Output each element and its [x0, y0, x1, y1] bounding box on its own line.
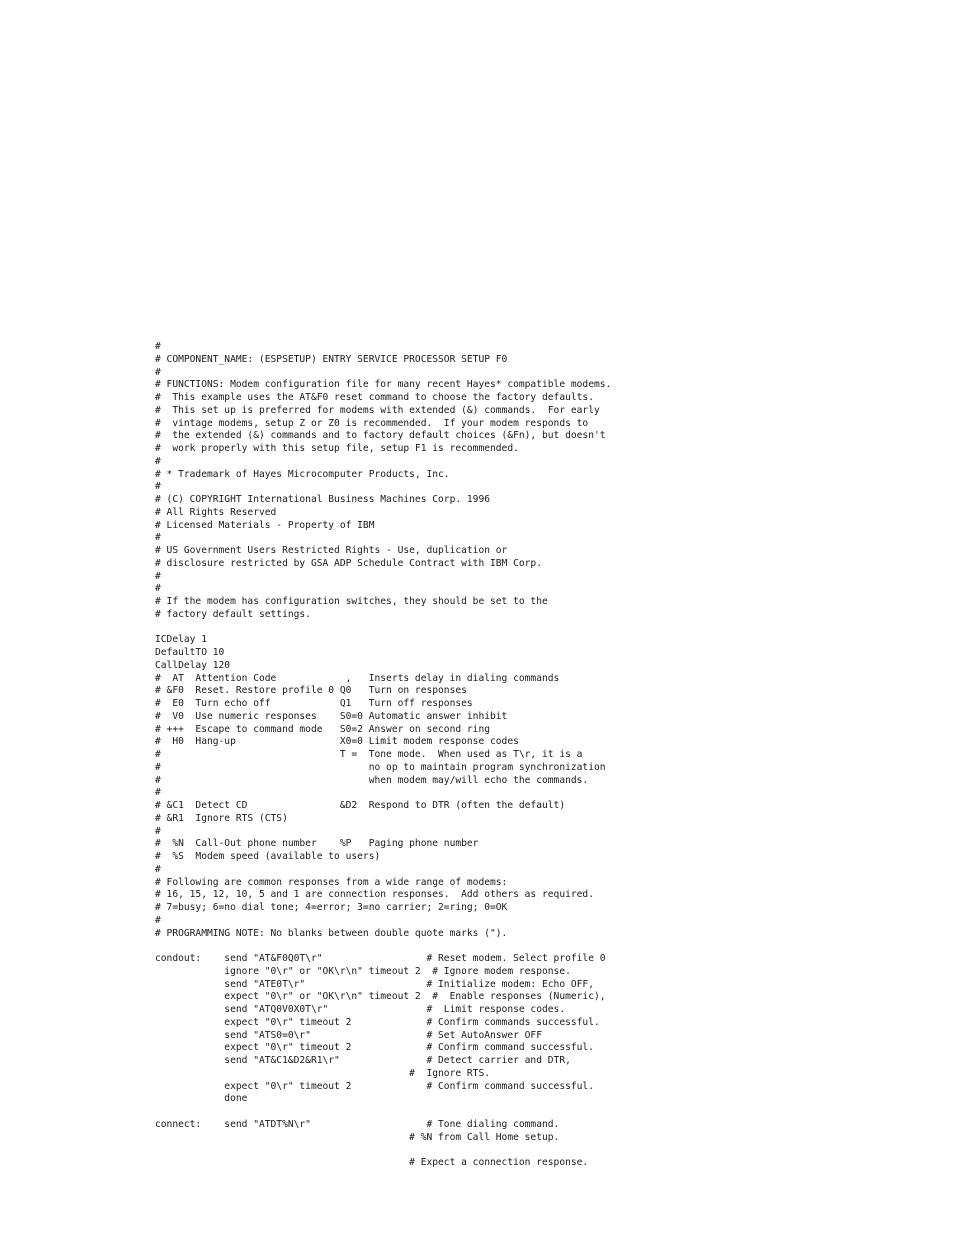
code-line: # %S Modem speed (available to users): [155, 851, 381, 862]
code-line: # 16, 15, 12, 10, 5 and 1 are connection responses. Add others as required.: [155, 889, 594, 901]
code-line: # %N Call-Out phone number %P Paging phone number: [155, 838, 479, 850]
code-line: send "ATE0T\r" # Initialize modem: Echo OFF,: [155, 978, 594, 990]
code-line: # * Trademark of Hayes Microcomputer Products, Inc.: [155, 468, 450, 480]
code-line: # COMPONENT_NAME: (ESPSETUP) ENTRY SERVICE PROCESSOR SETUP F0: [155, 353, 508, 365]
code-line: # AT Attention Code , Inserts delay in dialing commands: [155, 672, 560, 684]
code-line: # vintage modems, setup Z or Z0 is recommended. If your modem responds to: [155, 417, 589, 429]
code-line: [155, 1106, 611, 1119]
code-line: #: [155, 787, 161, 799]
code-line: # factory default settings.: [155, 608, 311, 620]
code-line: expect "0\r" timeout 2 # Confirm command successful.: [155, 1042, 594, 1054]
code-line: done: [155, 1093, 248, 1105]
code-line: send "AT&C1&D2&R1\r" # Detect carrier and DTR,: [155, 1055, 571, 1066]
code-line: # H0 Hang-up X0=0 Limit modem response codes: [155, 736, 519, 748]
code-line: # If the modem has configuration switches, they should be set to the: [155, 596, 548, 607]
code-line: connect: send "ATDT%N\r" # Tone dialing command.: [155, 1118, 560, 1130]
code-line: # when modem may/will echo the commands.: [155, 774, 589, 786]
code-line: ignore "0\r" or "OK\r\n" timeout 2 # Ignore modem response.: [155, 965, 571, 977]
code-line: # &F0 Reset. Restore profile 0 Q0 Turn on responses: [155, 685, 467, 697]
code-line: [155, 940, 611, 953]
code-line: # US Government Users Restricted Rights - Use, duplication or: [155, 545, 508, 556]
code-line: #: [155, 570, 161, 582]
code-line: # disclosure restricted by GSA ADP Schedule Contract with IBM Corp.: [155, 557, 542, 569]
code-line: # &C1 Detect CD &D2 Respond to DTR (often the default): [155, 800, 566, 811]
code-line: # &R1 Ignore RTS (CTS): [155, 812, 288, 824]
code-line: CallDelay 120: [155, 659, 231, 671]
code-line: #: [155, 341, 161, 352]
code-line: # the extended (&) commands and to factory default choices (&Fn), but doesn't: [155, 430, 606, 442]
code-line: #: [155, 863, 161, 875]
code-line: #: [155, 532, 161, 544]
code-line: # 7=busy; 6=no dial tone; 4=error; 3=no carrier; 2=ring; 0=OK: [155, 902, 508, 913]
code-line: ICDelay 1: [155, 634, 207, 646]
code-line: send "ATS0=0\r" # Set AutoAnswer OFF: [155, 1029, 542, 1041]
code-line: #: [155, 914, 161, 926]
code-line: send "ATQ0V0X0T\r" # Limit response codes.: [155, 1004, 566, 1015]
code-line: # no op to maintain program synchronization: [155, 761, 606, 773]
code-line: #: [155, 825, 161, 837]
code-line: #: [155, 583, 161, 595]
code-line: # +++ Escape to command mode S0=2 Answer on second ring: [155, 723, 491, 735]
code-line: # work properly with this setup file, setup F1 is recommended.: [155, 443, 519, 454]
code-line: # E0 Turn echo off Q1 Turn off responses: [155, 698, 473, 709]
code-line: # %N from Call Home setup.: [155, 1131, 560, 1143]
code-line: expect "0\r" timeout 2 # Confirm command successful.: [155, 1080, 594, 1092]
code-line: # All Rights Reserved: [155, 506, 277, 518]
code-line: # T = Tone mode. When used as T\r, it is a: [155, 749, 583, 760]
code-line: expect "0\r" timeout 2 # Confirm commands successful.: [155, 1016, 600, 1028]
code-line: condout: send "AT&F0Q0T\r" # Reset modem. Select profile 0: [155, 953, 606, 964]
code-line: # Expect a connection response.: [155, 1157, 589, 1168]
code-line: #: [155, 481, 161, 493]
code-line: # PROGRAMMING NOTE: No blanks between double quote marks (").: [155, 927, 508, 939]
code-line: # V0 Use numeric responses S0=0 Automatic answer inhibit: [155, 710, 508, 722]
code-line: [155, 622, 611, 635]
code-line: #: [155, 366, 161, 378]
code-line: # This example uses the AT&F0 reset command to choose the factory defaults.: [155, 392, 594, 403]
code-line: # Ignore RTS.: [155, 1067, 491, 1079]
code-line: # (C) COPYRIGHT International Business Machines Corp. 1996: [155, 494, 491, 505]
code-line: # FUNCTIONS: Modem configuration file for many recent Hayes* compatible modems.: [155, 379, 612, 391]
code-line: # This set up is preferred for modems with extended (&) commands. For early: [155, 404, 600, 416]
code-line: expect "0\r" or "OK\r\n" timeout 2 # Enable responses (Numeric),: [155, 991, 606, 1003]
code-line: # Licensed Materials - Property of IBM: [155, 519, 375, 531]
code-line: DefaultTO 10: [155, 647, 225, 658]
modem-setup-listing: [155, 341, 611, 1170]
code-line: [155, 1144, 611, 1157]
code-line: #: [155, 455, 161, 467]
code-line: # Following are common responses from a wide range of modems:: [155, 876, 508, 888]
